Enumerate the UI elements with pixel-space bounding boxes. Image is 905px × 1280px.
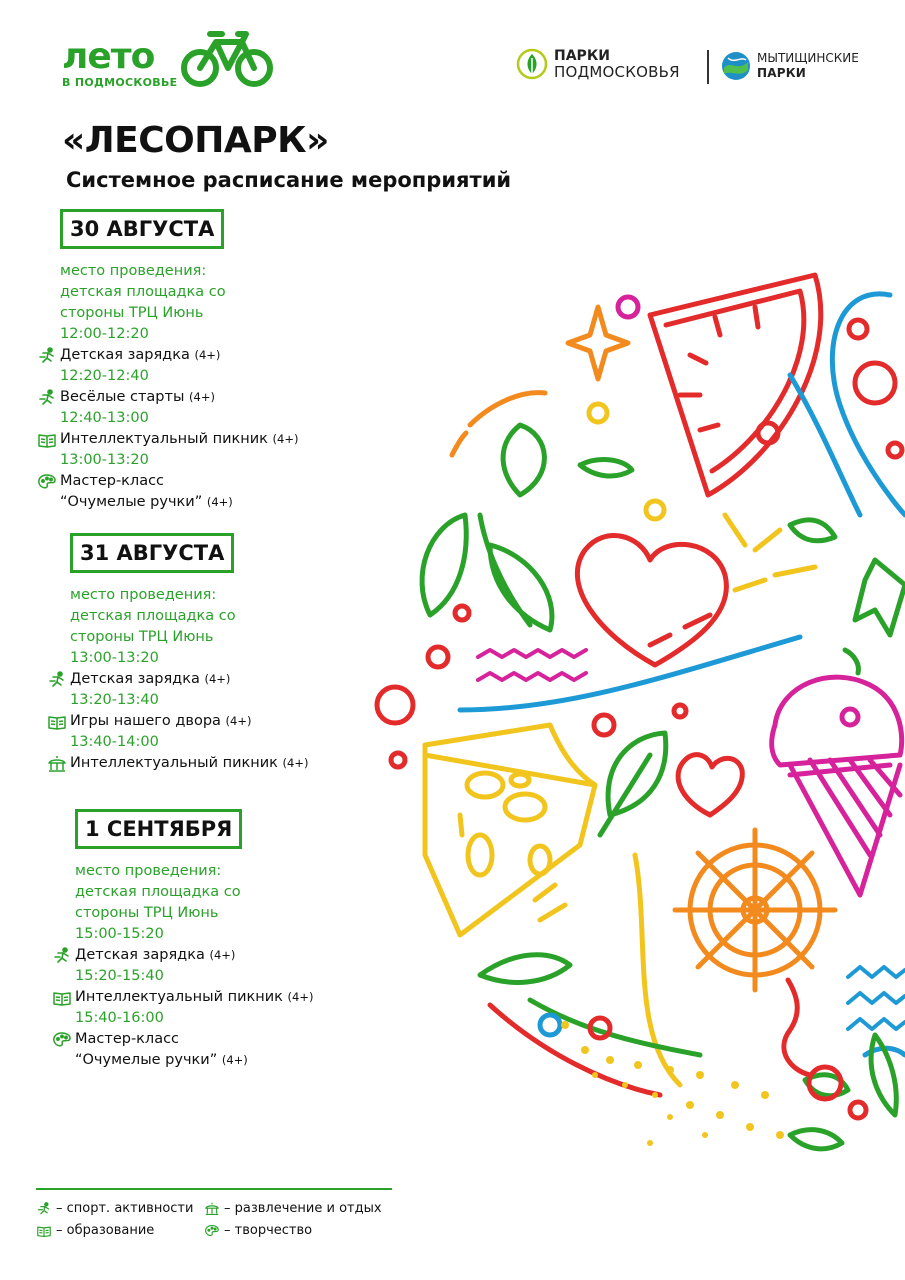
book-icon	[36, 1224, 52, 1238]
event-age: (4+)	[287, 990, 314, 1004]
venue-text: место проведения: детская площадка со стороны ТРЦ Июнь	[70, 587, 236, 645]
event-row	[52, 1029, 313, 1050]
legend-item-craft: – творчество	[204, 1220, 312, 1242]
event-name: Интеллектуальный пикник	[75, 989, 283, 1005]
event-age: (4+)	[209, 948, 236, 962]
event-name: Весёлые старты	[60, 389, 185, 405]
ship-wheel-icon	[675, 830, 835, 990]
event-age: (4+)	[225, 714, 252, 728]
event-time: 12:20-12:40	[60, 368, 149, 384]
leto-logo-word: лето	[62, 36, 155, 77]
carousel-icon	[47, 755, 67, 773]
event-age: (4+)	[204, 672, 231, 686]
bicycle-icon	[180, 28, 276, 90]
day-block-2	[70, 533, 308, 774]
parks-logo-line2: ПОДМОСКОВЬЯ	[554, 63, 680, 81]
balloon-icon	[790, 294, 905, 515]
legend-item-edu: – образование	[36, 1220, 204, 1242]
sport-icon	[37, 389, 57, 407]
star-icon	[568, 307, 628, 379]
leto-logo-sub: В ПОДМОСКОВЬЕ	[62, 76, 178, 89]
day-block-3	[75, 809, 313, 1071]
event-row	[52, 987, 313, 1008]
event-name: Детская зарядка	[60, 347, 190, 363]
page-title: «ЛЕСОПАРК»	[62, 120, 329, 161]
event-name: Мастер-класс	[60, 473, 165, 489]
myt-logo-line1: МЫТИЩИНСКИЕ	[757, 51, 859, 65]
venue-text: место проведения: детская площадка со стороны ТРЦ Июнь	[60, 263, 226, 321]
legend-item-sport: – спорт. активности	[36, 1198, 204, 1220]
event-name: Детская зарядка	[75, 947, 205, 963]
event-name: Интеллектуальный пикник	[60, 431, 268, 447]
ice-cream-icon	[772, 677, 902, 895]
summer-doodle-illustration	[370, 255, 905, 1160]
legend	[36, 1188, 392, 1242]
book-icon	[52, 989, 72, 1007]
event-row	[47, 711, 308, 732]
parks-podmoskovya-logo	[516, 48, 680, 80]
event-time: 12:40-13:00	[60, 410, 149, 426]
event-name: Игры нашего двора	[70, 713, 221, 729]
book-icon	[47, 713, 67, 731]
venue-text: место проведения: детская площадка со стороны ТРЦ Июнь	[75, 863, 241, 921]
carousel-icon	[204, 1202, 220, 1216]
event-row	[47, 753, 308, 774]
cheese-icon	[425, 725, 595, 935]
mytishchi-parks-logo	[720, 50, 859, 82]
event-name: Детская зарядка	[70, 671, 200, 687]
leaf-logo-icon	[516, 48, 548, 80]
leaf-icon	[503, 425, 544, 495]
legend-item-fun: – развлечение и отдых	[204, 1198, 382, 1220]
event-row	[52, 945, 313, 966]
event-time: 13:40-14:00	[70, 734, 159, 750]
event-age: (4+)	[206, 495, 233, 509]
event-age: (4+)	[282, 756, 309, 770]
sport-icon	[37, 347, 57, 365]
event-time: 15:00-15:20	[75, 926, 164, 942]
event-row	[47, 669, 308, 690]
palette-icon	[52, 1031, 72, 1049]
event-name-cont: “Очумелые ручки”	[60, 494, 203, 510]
page-subtitle: Системное расписание мероприятий	[66, 168, 512, 192]
leto-logo	[62, 36, 178, 89]
event-time: 12:00-12:20	[60, 326, 149, 342]
event-time: 13:00-13:20	[70, 650, 159, 666]
event-age: (4+)	[221, 1053, 248, 1067]
event-name-cont: “Очумелые ручки”	[75, 1052, 218, 1068]
date-label: 30 АВГУСТА	[60, 209, 224, 249]
event-age: (4+)	[189, 390, 215, 404]
palette-icon	[204, 1224, 220, 1238]
event-time: 15:40-16:00	[75, 1010, 164, 1026]
parks-logo-line1: ПАРКИ	[554, 48, 610, 64]
event-name: Мастер-класс	[75, 1031, 180, 1047]
event-row	[37, 471, 298, 492]
logo-divider	[707, 50, 709, 84]
date-label: 1 СЕНТЯБРЯ	[75, 809, 242, 849]
sport-icon	[36, 1202, 52, 1216]
palette-icon	[37, 473, 57, 491]
myt-logo-line2: ПАРКИ	[757, 66, 806, 80]
event-time: 13:00-13:20	[60, 452, 149, 468]
globe-logo-icon	[720, 50, 752, 82]
sport-icon	[47, 671, 67, 689]
event-name: Интеллектуальный пикник	[70, 755, 278, 771]
sport-icon	[52, 947, 72, 965]
event-time: 13:20-13:40	[70, 692, 159, 708]
event-row	[37, 345, 298, 366]
date-label: 31 АВГУСТА	[70, 533, 234, 573]
event-row	[37, 387, 298, 408]
day-block-1	[60, 209, 298, 513]
book-icon	[37, 431, 57, 449]
event-age: (4+)	[272, 432, 299, 446]
event-age: (4+)	[194, 348, 221, 362]
event-time: 15:20-15:40	[75, 968, 164, 984]
event-row	[37, 429, 298, 450]
